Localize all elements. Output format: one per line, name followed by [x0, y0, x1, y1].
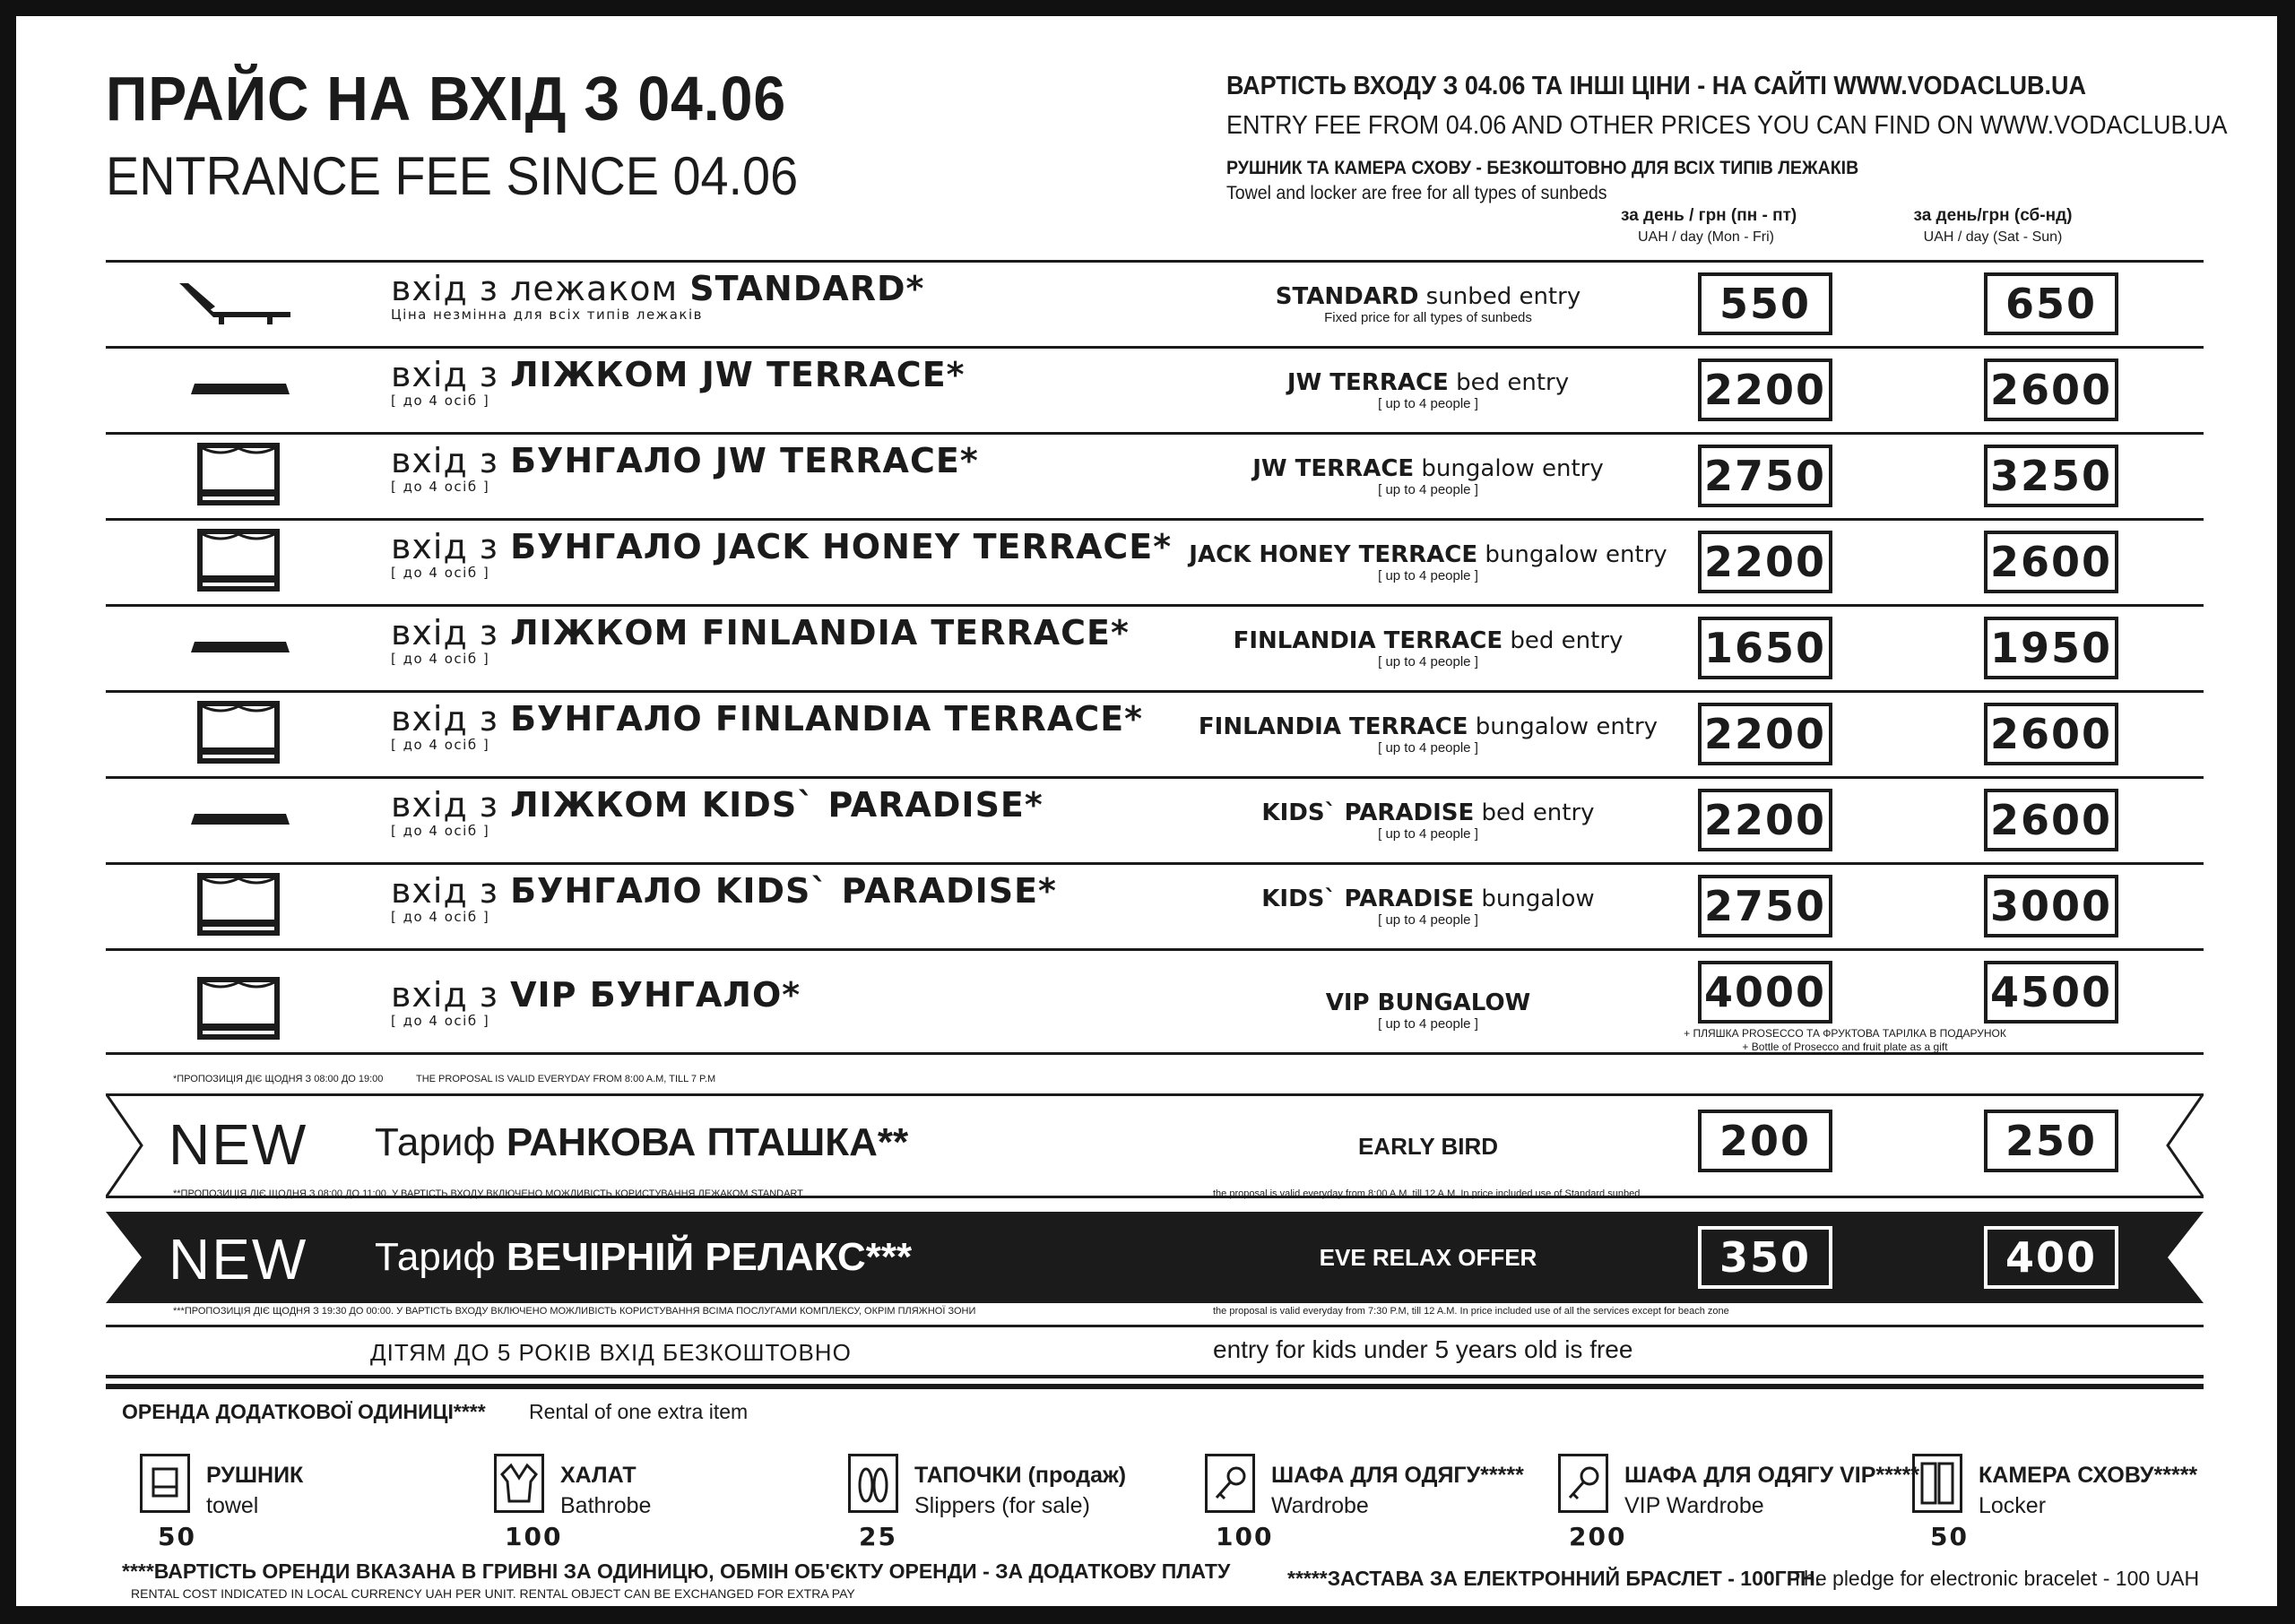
divider — [106, 260, 2204, 263]
weekday-price: 2750 — [1698, 875, 1832, 937]
weekday-price: 2750 — [1698, 445, 1832, 507]
note-daytime-uk: *ПРОПОЗИЦІЯ ДІЄ ЩОДНЯ З 08:00 ДО 19:00 — [173, 1074, 384, 1084]
divider — [106, 776, 2204, 779]
eve-relax-title — [375, 1235, 912, 1280]
col-weekday-uk: за день / грн (пн - пт) — [1621, 206, 1797, 225]
rental-item-name-en: Slippers (for sale) — [914, 1493, 1090, 1518]
row-title-uk — [391, 699, 1143, 753]
row-subtitle-uk: Ціна незмінна для всіх типів лежаків — [391, 307, 703, 323]
kids-free-uk: ДІТЯМ ДО 5 РОКІВ ВХІД БЕЗКОШТОВНО — [370, 1339, 852, 1366]
divider — [106, 604, 2204, 607]
key-icon — [1558, 1454, 1608, 1513]
row-name: БУНГАЛО FINLANDIA TERRACE* — [510, 699, 1144, 739]
row-prefix: вхід з — [391, 871, 511, 911]
early-bird-note-en: the proposal is valid everyday from 8:00 A.M, till 12 A.M. In price included use of Standard sunbed — [1213, 1188, 1641, 1199]
row-prefix: вхід з — [391, 785, 511, 825]
rental-item-name-uk: ХАЛАТ — [560, 1463, 637, 1488]
row-prefix: вхід з — [391, 355, 511, 394]
towel-icon — [140, 1454, 190, 1513]
row-title-uk — [391, 441, 979, 495]
divider — [106, 1384, 2204, 1389]
rental-title-en: Rental of one extra item — [529, 1400, 749, 1423]
row-name-en: JW TERRACE — [1286, 369, 1449, 396]
row-title-uk — [391, 613, 1130, 667]
row-title-uk — [391, 975, 801, 1029]
rental-item-name-en: Wardrobe — [1271, 1493, 1369, 1518]
row-subtitle-en: Fixed price for all types of sunbeds — [1324, 310, 1532, 325]
bed-icon — [191, 380, 290, 402]
sunbed-icon — [178, 280, 294, 329]
row-subtitle-en: [ up to 4 people ] — [1378, 654, 1478, 669]
weekday-price: 2200 — [1698, 703, 1832, 765]
towel-info-uk: РУШНИК ТА КАМЕРА СХОВУ - БЕЗКОШТОВНО ДЛЯ ВСІХ ТИПІВ ЛЕЖАКІВ — [1226, 158, 1859, 178]
row-suffix-en: bed entry — [1474, 799, 1595, 826]
rental-note-en: RENTAL COST INDICATED IN LOCAL CURRENCY UAH PER UNIT. RENTAL OBJECT CAN BE EXCHANGED FOR EXTRA PAY — [131, 1586, 855, 1601]
row-subtitle-uk: [ до 4 осіб ] — [391, 393, 490, 409]
slippers-icon — [848, 1454, 898, 1513]
eve-relax-weekday-price: 350 — [1698, 1226, 1832, 1289]
rental-item-name-uk: КАМЕРА СХОВУ***** — [1979, 1463, 2198, 1488]
row-title-en — [1155, 989, 1702, 1032]
row-name-en: VIP BUNGALOW — [1325, 989, 1531, 1016]
row-prefix: вхід з — [391, 613, 511, 652]
divider — [106, 1375, 2204, 1378]
row-title-en — [1155, 627, 1702, 669]
rental-item-name-uk: ШАФА ДЛЯ ОДЯГУ***** — [1271, 1463, 1524, 1488]
rental-item-price: 100 — [505, 1522, 563, 1551]
site-info-en: ENTRY FEE FROM 04.06 AND OTHER PRICES YOU CAN FIND ON WWW.VODACLUB.UA — [1226, 111, 2228, 140]
early-bird-prefix: Тариф — [375, 1120, 507, 1164]
rental-item-name-en: towel — [206, 1493, 259, 1518]
vip-gift-uk: + ПЛЯШКА PROSECCO ТА ФРУКТОВА ТАРІЛКА В ПОДАРУНОК — [1684, 1027, 2006, 1040]
early-bird-title — [375, 1120, 908, 1165]
row-prefix: вхід з — [391, 527, 511, 566]
rental-note-uk: ****ВАРТІСТЬ ОРЕНДИ ВКАЗАНА В ГРИВНІ ЗА ОДИНИЦЮ, ОБМІН ОБ'ЄКТУ ОРЕНДИ - ЗА ДОДАТКОВУ ПЛАТУ — [122, 1559, 1231, 1583]
divider — [106, 518, 2204, 521]
row-name-en: FINLANDIA TERRACE — [1198, 713, 1468, 740]
row-subtitle-uk: [ до 4 осіб ] — [391, 909, 490, 925]
row-name: STANDARD* — [689, 269, 925, 308]
weekday-price: 2200 — [1698, 358, 1832, 421]
rental-item-price: 25 — [859, 1522, 897, 1551]
weekend-price: 2600 — [1984, 789, 2118, 851]
row-subtitle-uk: [ до 4 осіб ] — [391, 823, 490, 839]
bungalow-icon — [197, 701, 280, 768]
rental-item-name-uk: ШАФА ДЛЯ ОДЯГУ VIP***** — [1624, 1463, 1920, 1488]
rental-item-name-uk: ТАПОЧКИ (продаж) — [914, 1463, 1127, 1488]
weekend-price: 1950 — [1984, 617, 2118, 679]
row-title-en — [1155, 283, 1702, 325]
weekday-price: 2200 — [1698, 789, 1832, 851]
row-suffix-en: bungalow entry — [1477, 541, 1667, 568]
eve-relax-weekend-price: 400 — [1984, 1226, 2118, 1289]
row-name-en: FINLANDIA TERRACE — [1233, 627, 1503, 654]
row-name-en: KIDS` PARADISE — [1261, 799, 1475, 826]
locker-icon — [1912, 1454, 1962, 1513]
divider — [106, 346, 2204, 349]
rental-item-name-en: Bathrobe — [560, 1493, 652, 1518]
row-name-en: STANDARD — [1275, 283, 1419, 310]
price-sheet — [16, 16, 2277, 1606]
row-name: ЛІЖКОМ FINLANDIA TERRACE* — [510, 613, 1130, 652]
row-suffix-en: bed entry — [1448, 369, 1570, 396]
weekday-price: 2200 — [1698, 531, 1832, 593]
row-name: БУНГАЛО KIDS` PARADISE* — [510, 871, 1057, 911]
row-suffix-en: sunbed entry — [1418, 283, 1581, 310]
row-subtitle-en: [ up to 4 people ] — [1378, 912, 1478, 928]
kids-free-en: entry for kids under 5 years old is free — [1213, 1335, 1633, 1363]
page-subtitle: ENTRANCE FEE SINCE 04.06 — [106, 146, 799, 206]
eve-relax-note-uk: ***ПРОПОЗИЦІЯ ДІЄ ЩОДНЯ З 19:30 ДО 00:00. У ВАРТІСТЬ ВХОДУ ВКЛЮЧЕНО МОЖЛИВІСТЬ КОРИСТУВАННЯ ВСІМА ПОСЛУГАМИ КОМПЛЕКСУ, ОКРІМ ПЛЯЖНОЇ ЗОНИ — [173, 1306, 976, 1317]
row-title-en — [1155, 713, 1702, 756]
row-name-en: JW TERRACE — [1252, 455, 1415, 482]
row-name: ЛІЖКОМ KIDS` PARADISE* — [510, 785, 1044, 825]
row-title-en — [1155, 369, 1702, 411]
divider — [106, 862, 2204, 865]
divider — [106, 1325, 2204, 1327]
row-subtitle-en: [ up to 4 people ] — [1378, 740, 1478, 756]
eve-relax-name: ВЕЧІРНІЙ РЕЛАКС*** — [506, 1235, 913, 1279]
weekend-price: 4500 — [1984, 961, 2118, 1024]
rental-item-name-en: Locker — [1979, 1493, 2047, 1518]
row-name: VIP БУНГАЛО* — [510, 975, 801, 1015]
early-bird-note-uk: **ПРОПОЗИЦІЯ ДІЄ ЩОДНЯ З 08:00 ДО 11:00. У ВАРТІСТЬ ВХОДУ ВКЛЮЧЕНО МОЖЛИВІСТЬ КОРИСТУВАННЯ ЛЕЖАКОМ STANDART — [173, 1188, 803, 1199]
row-title-uk — [391, 355, 966, 409]
row-subtitle-en: [ up to 4 people ] — [1378, 482, 1478, 497]
row-title-uk — [391, 527, 1172, 581]
rental-item-price: 200 — [1569, 1522, 1627, 1551]
weekday-price: 1650 — [1698, 617, 1832, 679]
row-title-uk — [391, 785, 1044, 839]
divider — [106, 948, 2204, 951]
row-suffix-en: bungalow — [1474, 885, 1595, 912]
weekday-price: 4000 — [1698, 961, 1832, 1024]
new-label: NEW — [169, 1112, 308, 1177]
rental-item-name-en: VIP Wardrobe — [1624, 1493, 1764, 1518]
row-prefix: вхід з — [391, 699, 511, 739]
eve-relax-en: EVE RELAX OFFER — [1319, 1244, 1537, 1271]
row-subtitle-uk: [ до 4 осіб ] — [391, 479, 490, 495]
new-label: NEW — [169, 1227, 308, 1291]
row-subtitle-uk: [ до 4 осіб ] — [391, 737, 490, 753]
pledge-en: The pledge for electronic bracelet - 100 UAH — [1791, 1567, 2200, 1590]
bathrobe-icon — [494, 1454, 544, 1513]
divider — [106, 432, 2204, 435]
row-suffix-en: bed entry — [1503, 627, 1624, 654]
eve-relax-prefix: Тариф — [375, 1235, 507, 1279]
row-title-en — [1155, 799, 1702, 842]
row-name-en: KIDS` PARADISE — [1261, 885, 1475, 912]
row-title-en — [1155, 455, 1702, 497]
row-subtitle-en: [ up to 4 people ] — [1378, 1016, 1478, 1032]
row-subtitle-en: [ up to 4 people ] — [1378, 826, 1478, 842]
row-subtitle-en: [ up to 4 people ] — [1378, 568, 1478, 583]
bed-icon — [191, 638, 290, 661]
early-bird-en: EARLY BIRD — [1357, 1133, 1499, 1160]
divider — [106, 690, 2204, 693]
weekend-price: 2600 — [1984, 358, 2118, 421]
rental-item-price: 50 — [1930, 1522, 1969, 1551]
towel-info-en: Towel and locker are free for all types of sunbeds — [1226, 183, 1607, 203]
weekend-price: 2600 — [1984, 703, 2118, 765]
page-title: ПРАЙС НА ВХІД З 04.06 — [106, 64, 787, 134]
key-icon — [1205, 1454, 1255, 1513]
bungalow-icon — [197, 977, 280, 1044]
row-prefix: вхід з лежаком — [391, 269, 690, 308]
rental-item-price: 50 — [158, 1522, 196, 1551]
weekend-price: 3000 — [1984, 875, 2118, 937]
bungalow-icon — [197, 443, 280, 510]
row-suffix-en: bungalow entry — [1468, 713, 1658, 740]
pledge-uk: *****ЗАСТАВА ЗА ЕЛЕКТРОННИЙ БРАСЛЕТ - 100ГРН. — [1287, 1567, 1822, 1590]
row-subtitle-en: [ up to 4 people ] — [1378, 396, 1478, 411]
early-bird-weekday-price: 200 — [1698, 1110, 1832, 1172]
weekend-price: 3250 — [1984, 445, 2118, 507]
rental-title-uk: ОРЕНДА ДОДАТКОВОЇ ОДИНИЦІ**** — [122, 1400, 486, 1423]
row-prefix: вхід з — [391, 975, 511, 1015]
row-subtitle-uk: [ до 4 осіб ] — [391, 651, 490, 667]
note-daytime-en: THE PROPOSAL IS VALID EVERYDAY FROM 8:00 A.M, TILL 7 P.M — [416, 1074, 716, 1084]
row-title-en — [1155, 541, 1702, 583]
row-name-en: JACK HONEY TERRACE — [1189, 541, 1478, 568]
row-prefix: вхід з — [391, 441, 511, 480]
bed-icon — [191, 810, 290, 833]
row-name: ЛІЖКОМ JW TERRACE* — [510, 355, 966, 394]
row-subtitle-uk: [ до 4 осіб ] — [391, 565, 490, 581]
row-title-uk — [391, 871, 1057, 925]
eve-relax-note-en: the proposal is valid everyday from 7:30 P.M, till 12 A.M. In price included use of all the services except for beach zone — [1213, 1306, 1729, 1317]
weekend-price: 650 — [1984, 272, 2118, 335]
bungalow-icon — [197, 873, 280, 940]
weekend-price: 2600 — [1984, 531, 2118, 593]
weekday-price: 550 — [1698, 272, 1832, 335]
col-weekend-uk: за день/грн (сб-нд) — [1913, 206, 2073, 225]
row-suffix-en: bungalow entry — [1414, 455, 1604, 482]
row-subtitle-uk: [ до 4 осіб ] — [391, 1013, 490, 1029]
col-weekend-en: UAH / day (Sat - Sun) — [1923, 229, 2063, 245]
early-bird-weekend-price: 250 — [1984, 1110, 2118, 1172]
early-bird-name: РАНКОВА ПТАШКА** — [506, 1120, 909, 1164]
bungalow-icon — [197, 529, 280, 596]
rental-item-name-uk: РУШНИК — [206, 1463, 304, 1488]
row-name: БУНГАЛО JACK HONEY TERRACE* — [510, 527, 1173, 566]
row-title-uk — [391, 269, 924, 323]
site-info-uk: ВАРТІСТЬ ВХОДУ З 04.06 ТА ІНШІ ЦІНИ - НА САЙТІ WWW.VODACLUB.UA — [1226, 72, 2086, 100]
row-title-en — [1155, 885, 1702, 928]
col-weekday-en: UAH / day (Mon - Fri) — [1637, 229, 1774, 245]
vip-gift-en: + Bottle of Prosecco and fruit plate as a gift — [1742, 1041, 1948, 1053]
row-name: БУНГАЛО JW TERRACE* — [510, 441, 979, 480]
rental-item-price: 100 — [1216, 1522, 1274, 1551]
